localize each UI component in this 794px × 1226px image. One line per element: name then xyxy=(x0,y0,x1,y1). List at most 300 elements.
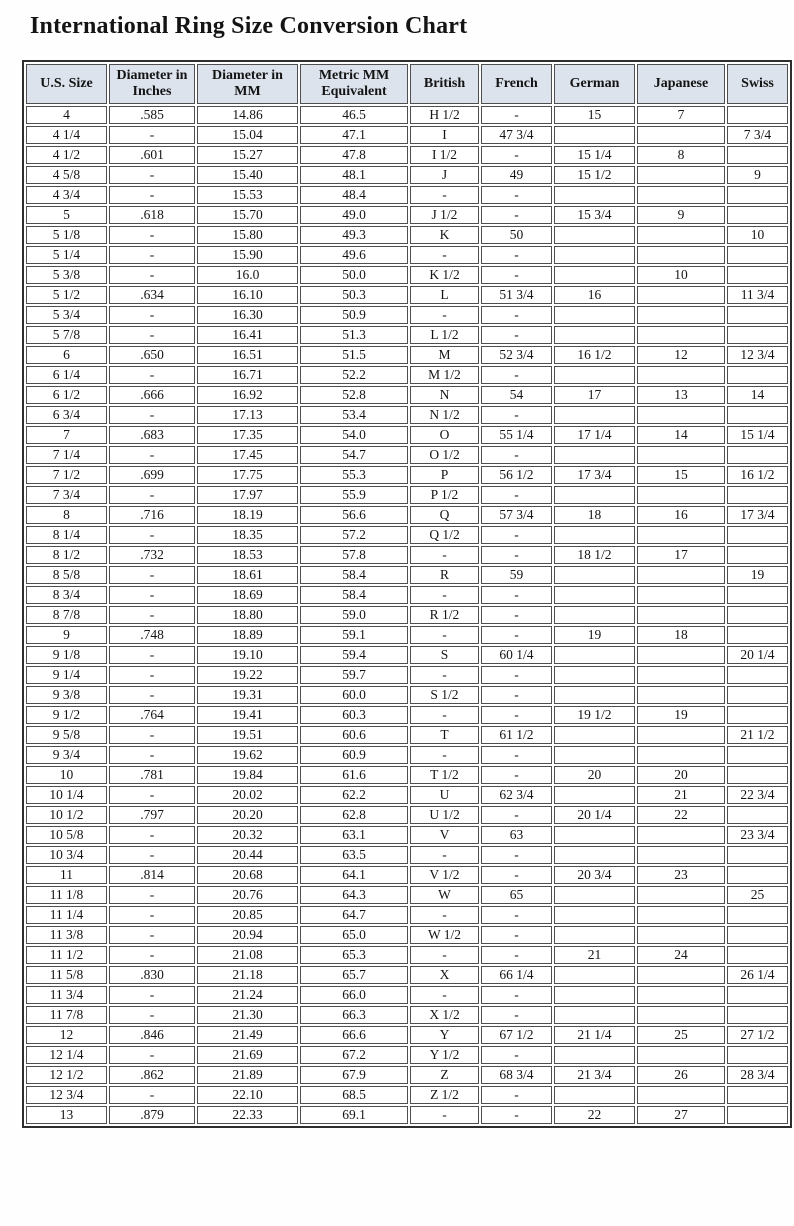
table-cell: 11 1/2 xyxy=(26,946,107,964)
table-cell: 20 xyxy=(637,766,725,784)
table-cell xyxy=(554,586,635,604)
table-cell: 15.27 xyxy=(197,146,298,164)
table-cell: 66.3 xyxy=(300,1006,408,1024)
table-cell: 11 3/8 xyxy=(26,926,107,944)
table-cell: - xyxy=(410,246,479,264)
table-cell: - xyxy=(481,326,552,344)
table-row xyxy=(26,546,788,564)
table-cell: Z xyxy=(410,1066,479,1084)
table-row xyxy=(26,826,788,844)
table-cell: 5 1/4 xyxy=(26,246,107,264)
table-cell: 7 3/4 xyxy=(727,126,788,144)
table-cell: 54.0 xyxy=(300,426,408,444)
table-cell: - xyxy=(481,306,552,324)
table-cell: .879 xyxy=(109,1106,195,1124)
table-cell: - xyxy=(109,1046,195,1064)
table-cell: 11 5/8 xyxy=(26,966,107,984)
table-cell: 65.3 xyxy=(300,946,408,964)
table-cell xyxy=(727,106,788,124)
table-cell: 22.10 xyxy=(197,1086,298,1104)
table-cell: 21.08 xyxy=(197,946,298,964)
table-cell: 21.24 xyxy=(197,986,298,1004)
table-cell: .748 xyxy=(109,626,195,644)
table-cell: 5 xyxy=(26,206,107,224)
table-cell: 6 1/2 xyxy=(26,386,107,404)
table-cell xyxy=(637,926,725,944)
table-cell: 11 1/8 xyxy=(26,886,107,904)
table-cell xyxy=(554,246,635,264)
table-cell: - xyxy=(109,126,195,144)
table-cell: - xyxy=(410,906,479,924)
table-cell xyxy=(637,906,725,924)
table-cell: 17 xyxy=(554,386,635,404)
table-cell xyxy=(637,246,725,264)
table-cell: 4 xyxy=(26,106,107,124)
table-cell: 17.35 xyxy=(197,426,298,444)
table-cell: 57 3/4 xyxy=(481,506,552,524)
table-cell: 58.4 xyxy=(300,586,408,604)
table-cell xyxy=(637,1006,725,1024)
table-cell: 21 xyxy=(554,946,635,964)
table-cell: - xyxy=(481,686,552,704)
table-cell: 11 3/4 xyxy=(727,286,788,304)
table-cell: 55.3 xyxy=(300,466,408,484)
table-cell: 51.3 xyxy=(300,326,408,344)
table-cell: 52.2 xyxy=(300,366,408,384)
table-cell: 20.85 xyxy=(197,906,298,924)
table-cell: - xyxy=(481,546,552,564)
table-cell: - xyxy=(109,246,195,264)
table-cell: 15.40 xyxy=(197,166,298,184)
table-cell: .732 xyxy=(109,546,195,564)
table-cell: - xyxy=(481,706,552,724)
table-row xyxy=(26,726,788,744)
table-cell: 22 3/4 xyxy=(727,786,788,804)
table-cell: 10 3/4 xyxy=(26,846,107,864)
table-cell: - xyxy=(109,486,195,504)
table-cell: 52 3/4 xyxy=(481,346,552,364)
table-cell: 17 3/4 xyxy=(727,506,788,524)
table-cell: 15 1/2 xyxy=(554,166,635,184)
table-cell: 16.30 xyxy=(197,306,298,324)
table-cell: 19.84 xyxy=(197,766,298,784)
table-cell: 18.69 xyxy=(197,586,298,604)
table-cell: 69.1 xyxy=(300,1106,408,1124)
table-cell xyxy=(554,786,635,804)
table-row xyxy=(26,506,788,524)
table-cell xyxy=(637,646,725,664)
table-cell: 59 xyxy=(481,566,552,584)
table-row xyxy=(26,346,788,364)
table-cell: R 1/2 xyxy=(410,606,479,624)
table-cell: - xyxy=(109,746,195,764)
table-cell xyxy=(727,626,788,644)
table-cell: 12 xyxy=(26,1026,107,1044)
table-cell: M 1/2 xyxy=(410,366,479,384)
table-row xyxy=(26,866,788,884)
table-cell xyxy=(637,606,725,624)
table-cell xyxy=(554,366,635,384)
table-cell: 9 3/4 xyxy=(26,746,107,764)
table-row xyxy=(26,466,788,484)
table-cell: 26 1/4 xyxy=(727,966,788,984)
table-cell: 13 xyxy=(637,386,725,404)
table-cell: 13 xyxy=(26,1106,107,1124)
table-cell xyxy=(554,406,635,424)
table-cell: 49 xyxy=(481,166,552,184)
table-cell: 51.5 xyxy=(300,346,408,364)
table-cell: - xyxy=(481,986,552,1004)
table-row xyxy=(26,1046,788,1064)
table-cell: 7 1/4 xyxy=(26,446,107,464)
table-cell: 12 3/4 xyxy=(26,1086,107,1104)
table-cell xyxy=(727,766,788,784)
table-row xyxy=(26,286,788,304)
table-cell: 15 3/4 xyxy=(554,206,635,224)
table-cell: 17 1/4 xyxy=(554,426,635,444)
table-cell: - xyxy=(481,926,552,944)
table-cell: - xyxy=(109,446,195,464)
table-cell: 16 1/2 xyxy=(727,466,788,484)
table-cell: - xyxy=(481,1006,552,1024)
table-cell: 7 1/2 xyxy=(26,466,107,484)
table-cell: 59.1 xyxy=(300,626,408,644)
table-cell: 16.51 xyxy=(197,346,298,364)
table-cell xyxy=(727,266,788,284)
table-cell: 20.68 xyxy=(197,866,298,884)
table-cell: J xyxy=(410,166,479,184)
table-cell: 62.2 xyxy=(300,786,408,804)
table-cell: 49.0 xyxy=(300,206,408,224)
table-cell xyxy=(727,946,788,964)
table-cell: 66 1/4 xyxy=(481,966,552,984)
table-cell: I xyxy=(410,126,479,144)
table-body xyxy=(26,106,788,1124)
table-cell: 5 1/8 xyxy=(26,226,107,244)
table-cell: Q xyxy=(410,506,479,524)
table-cell: - xyxy=(109,186,195,204)
table-cell: 9 xyxy=(637,206,725,224)
table-cell: 16.0 xyxy=(197,266,298,284)
table-cell: 22.33 xyxy=(197,1106,298,1124)
table-cell xyxy=(554,326,635,344)
table-cell: - xyxy=(109,986,195,1004)
table-cell xyxy=(637,966,725,984)
table-cell: 59.4 xyxy=(300,646,408,664)
table-cell: 16.41 xyxy=(197,326,298,344)
table-cell: 60.9 xyxy=(300,746,408,764)
table-cell: 62.8 xyxy=(300,806,408,824)
table-cell: - xyxy=(410,546,479,564)
table-cell: .846 xyxy=(109,1026,195,1044)
table-cell: 48.1 xyxy=(300,166,408,184)
column-header: Diameter in Inches xyxy=(109,64,195,104)
table-cell: 60.0 xyxy=(300,686,408,704)
table-cell: 20 1/4 xyxy=(727,646,788,664)
table-row xyxy=(26,146,788,164)
table-cell: - xyxy=(410,586,479,604)
table-cell: 17.75 xyxy=(197,466,298,484)
table-cell: 18.19 xyxy=(197,506,298,524)
table-cell xyxy=(554,446,635,464)
table-cell: 47.8 xyxy=(300,146,408,164)
table-cell: - xyxy=(109,586,195,604)
table-cell: 18 xyxy=(554,506,635,524)
table-cell: .666 xyxy=(109,386,195,404)
table-cell xyxy=(727,406,788,424)
table-cell: 51 3/4 xyxy=(481,286,552,304)
table-cell xyxy=(727,246,788,264)
table-row xyxy=(26,806,788,824)
table-row xyxy=(26,106,788,124)
table-cell: 22 xyxy=(554,1106,635,1124)
table-cell: - xyxy=(410,306,479,324)
table-cell: 10 xyxy=(727,226,788,244)
table-cell: 19.31 xyxy=(197,686,298,704)
table-cell: - xyxy=(481,626,552,644)
table-cell: X 1/2 xyxy=(410,1006,479,1024)
table-cell xyxy=(727,926,788,944)
column-header: U.S. Size xyxy=(26,64,107,104)
table-cell: - xyxy=(109,726,195,744)
table-cell: U xyxy=(410,786,479,804)
table-cell: - xyxy=(481,586,552,604)
table-cell xyxy=(554,1046,635,1064)
table-cell xyxy=(727,666,788,684)
table-row xyxy=(26,206,788,224)
table-cell: R xyxy=(410,566,479,584)
table-cell: 10 1/4 xyxy=(26,786,107,804)
table-cell: 26 xyxy=(637,1066,725,1084)
table-cell: 12 1/4 xyxy=(26,1046,107,1064)
table-row xyxy=(26,686,788,704)
table-cell: 8 1/2 xyxy=(26,546,107,564)
table-cell: 62 3/4 xyxy=(481,786,552,804)
table-cell: U 1/2 xyxy=(410,806,479,824)
table-cell xyxy=(554,666,635,684)
table-cell: .781 xyxy=(109,766,195,784)
table-cell: 52.8 xyxy=(300,386,408,404)
table-cell: 9 5/8 xyxy=(26,726,107,744)
table-cell: Y 1/2 xyxy=(410,1046,479,1064)
table-cell: 63 xyxy=(481,826,552,844)
table-row xyxy=(26,906,788,924)
table-row xyxy=(26,406,788,424)
table-cell: 7 xyxy=(637,106,725,124)
table-cell: V 1/2 xyxy=(410,866,479,884)
table-cell xyxy=(727,706,788,724)
table-cell: 21 3/4 xyxy=(554,1066,635,1084)
table-row xyxy=(26,266,788,284)
table-row xyxy=(26,986,788,1004)
table-cell xyxy=(727,986,788,1004)
table-cell xyxy=(554,226,635,244)
table-cell xyxy=(727,206,788,224)
table-cell: W xyxy=(410,886,479,904)
table-row xyxy=(26,1066,788,1084)
table-cell: - xyxy=(109,366,195,384)
table-cell: - xyxy=(481,606,552,624)
table-cell: .862 xyxy=(109,1066,195,1084)
table-cell: 15 xyxy=(554,106,635,124)
table-cell: 27 1/2 xyxy=(727,1026,788,1044)
table-cell: 50.0 xyxy=(300,266,408,284)
table-cell: 50.9 xyxy=(300,306,408,324)
table-row xyxy=(26,306,788,324)
table-cell: 28 3/4 xyxy=(727,1066,788,1084)
table-cell: H 1/2 xyxy=(410,106,479,124)
table-cell xyxy=(637,126,725,144)
table-cell: - xyxy=(481,526,552,544)
table-cell: 55 1/4 xyxy=(481,426,552,444)
table-cell xyxy=(554,486,635,504)
table-cell: 9 xyxy=(727,166,788,184)
table-cell xyxy=(727,146,788,164)
table-cell xyxy=(637,406,725,424)
column-header: French xyxy=(481,64,552,104)
table-row xyxy=(26,746,788,764)
table-row xyxy=(26,946,788,964)
table-cell: - xyxy=(481,366,552,384)
table-cell xyxy=(554,526,635,544)
table-cell: .814 xyxy=(109,866,195,884)
table-cell: 64.3 xyxy=(300,886,408,904)
table-cell: 16 xyxy=(637,506,725,524)
table-cell: 10 xyxy=(637,266,725,284)
table-cell: - xyxy=(481,1046,552,1064)
table-cell: - xyxy=(481,846,552,864)
table-cell: 23 xyxy=(637,866,725,884)
table-row xyxy=(26,586,788,604)
table-cell: - xyxy=(481,446,552,464)
table-cell: 4 1/2 xyxy=(26,146,107,164)
table-cell: 15 1/4 xyxy=(554,146,635,164)
table-cell: 18 1/2 xyxy=(554,546,635,564)
table-cell xyxy=(727,186,788,204)
table-row xyxy=(26,326,788,344)
table-cell: 47.1 xyxy=(300,126,408,144)
table-cell: 68.5 xyxy=(300,1086,408,1104)
table-cell: .764 xyxy=(109,706,195,724)
table-cell: 20.20 xyxy=(197,806,298,824)
table-row xyxy=(26,646,788,664)
table-cell: 25 xyxy=(637,1026,725,1044)
table-row xyxy=(26,566,788,584)
table-cell xyxy=(727,366,788,384)
column-header: Metric MM Equivalent xyxy=(300,64,408,104)
table-cell: .830 xyxy=(109,966,195,984)
table-cell: 49.3 xyxy=(300,226,408,244)
table-cell: 9 xyxy=(26,626,107,644)
table-cell xyxy=(554,846,635,864)
table-cell xyxy=(727,1006,788,1024)
table-cell: - xyxy=(410,666,479,684)
table-cell xyxy=(637,326,725,344)
table-cell: - xyxy=(481,206,552,224)
table-cell xyxy=(554,926,635,944)
table-cell: 9 1/4 xyxy=(26,666,107,684)
table-cell xyxy=(727,546,788,564)
table-row xyxy=(26,166,788,184)
table-cell: I 1/2 xyxy=(410,146,479,164)
table-cell: .601 xyxy=(109,146,195,164)
table-cell: 11 7/8 xyxy=(26,1006,107,1024)
table-cell: - xyxy=(109,526,195,544)
table-cell: 63.5 xyxy=(300,846,408,864)
table-cell xyxy=(554,886,635,904)
table-cell xyxy=(554,606,635,624)
table-cell: 56 1/2 xyxy=(481,466,552,484)
table-cell: 25 xyxy=(727,886,788,904)
table-cell: - xyxy=(109,786,195,804)
table-cell: S 1/2 xyxy=(410,686,479,704)
table-cell: 57.2 xyxy=(300,526,408,544)
table-cell: 21.69 xyxy=(197,1046,298,1064)
table-cell: 19 xyxy=(727,566,788,584)
table-cell xyxy=(637,486,725,504)
table-cell: 12 xyxy=(637,346,725,364)
table-cell xyxy=(637,446,725,464)
table-cell xyxy=(727,446,788,464)
table-cell: 20.32 xyxy=(197,826,298,844)
table-cell: 9 3/8 xyxy=(26,686,107,704)
table-cell: .699 xyxy=(109,466,195,484)
table-cell: N 1/2 xyxy=(410,406,479,424)
table-cell: - xyxy=(481,106,552,124)
table-cell: 20.76 xyxy=(197,886,298,904)
table-cell: 21.18 xyxy=(197,966,298,984)
table-cell: 19 xyxy=(637,706,725,724)
table-cell: 15.90 xyxy=(197,246,298,264)
table-cell: - xyxy=(481,1086,552,1104)
table-cell: 68 3/4 xyxy=(481,1066,552,1084)
table-cell xyxy=(637,886,725,904)
table-cell xyxy=(554,266,635,284)
table-cell: 18.35 xyxy=(197,526,298,544)
table-cell: 23 3/4 xyxy=(727,826,788,844)
table-cell: .716 xyxy=(109,506,195,524)
table-cell: 61.6 xyxy=(300,766,408,784)
table-cell: 60.3 xyxy=(300,706,408,724)
table-cell: 14 xyxy=(727,386,788,404)
table-cell xyxy=(727,326,788,344)
table-cell: 15 1/4 xyxy=(727,426,788,444)
table-row xyxy=(26,386,788,404)
table-row xyxy=(26,126,788,144)
table-cell: 16.71 xyxy=(197,366,298,384)
table-cell: W 1/2 xyxy=(410,926,479,944)
table-cell: .683 xyxy=(109,426,195,444)
table-cell xyxy=(727,866,788,884)
table-cell xyxy=(554,746,635,764)
table-cell: .650 xyxy=(109,346,195,364)
table-cell: 67 1/2 xyxy=(481,1026,552,1044)
table-cell: - xyxy=(481,906,552,924)
table-cell: - xyxy=(481,486,552,504)
table-cell: 18 xyxy=(637,626,725,644)
table-cell: 11 1/4 xyxy=(26,906,107,924)
table-cell: Z 1/2 xyxy=(410,1086,479,1104)
table-cell: 15 xyxy=(637,466,725,484)
table-cell xyxy=(637,826,725,844)
table-cell: 48.4 xyxy=(300,186,408,204)
table-cell: - xyxy=(481,266,552,284)
table-row xyxy=(26,246,788,264)
table-cell xyxy=(554,726,635,744)
table-cell: 19.51 xyxy=(197,726,298,744)
table-cell xyxy=(637,586,725,604)
table-cell: 66.0 xyxy=(300,986,408,1004)
